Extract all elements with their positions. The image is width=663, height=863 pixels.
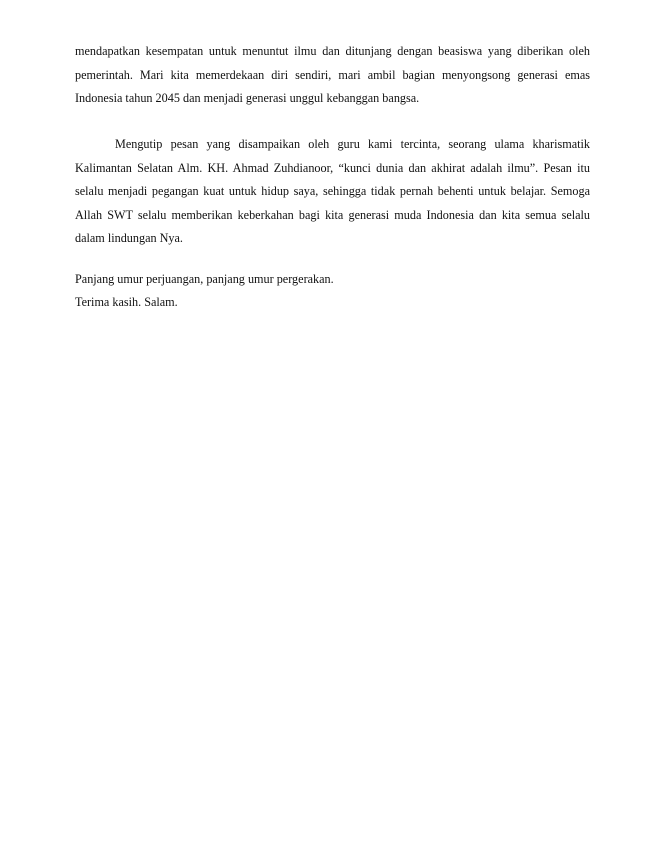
paragraph-quote: Mengutip pesan yang disampaikan oleh guru kami tercinta, seorang ulama kharismatik Kalimantan Selatan Alm. KH. Ahmad Zuhdianoor, “kunci dunia dan akhirat adalah ilmu”. Pesan itu selalu menjadi pegangan kuat untuk hidup saya, sehingga tidak pernah behenti untuk belajar. Semoga Allah SWT selalu memberikan keberkahan bagi kita generasi muda Indonesia dan kita semua selalu dalam lindungan Nya. <box>75 137 590 246</box>
paragraph-continuation: mendapatkan kesempatan untuk menuntut ilmu dan ditunjang dengan beasiswa yang diberikan oleh pemerintah. Mari kita memerdekaan diri sendiri, mari ambil bagian menyongsong generasi emas Indonesia tahun 2045 dan menjadi generasi unggul kebanggan bangsa. <box>75 44 590 106</box>
closing-line-thanks: Terima kasih. Salam. <box>75 295 178 309</box>
closing-line-slogan: Panjang umur perjuangan, panjang umur pergerakan. <box>75 272 334 286</box>
